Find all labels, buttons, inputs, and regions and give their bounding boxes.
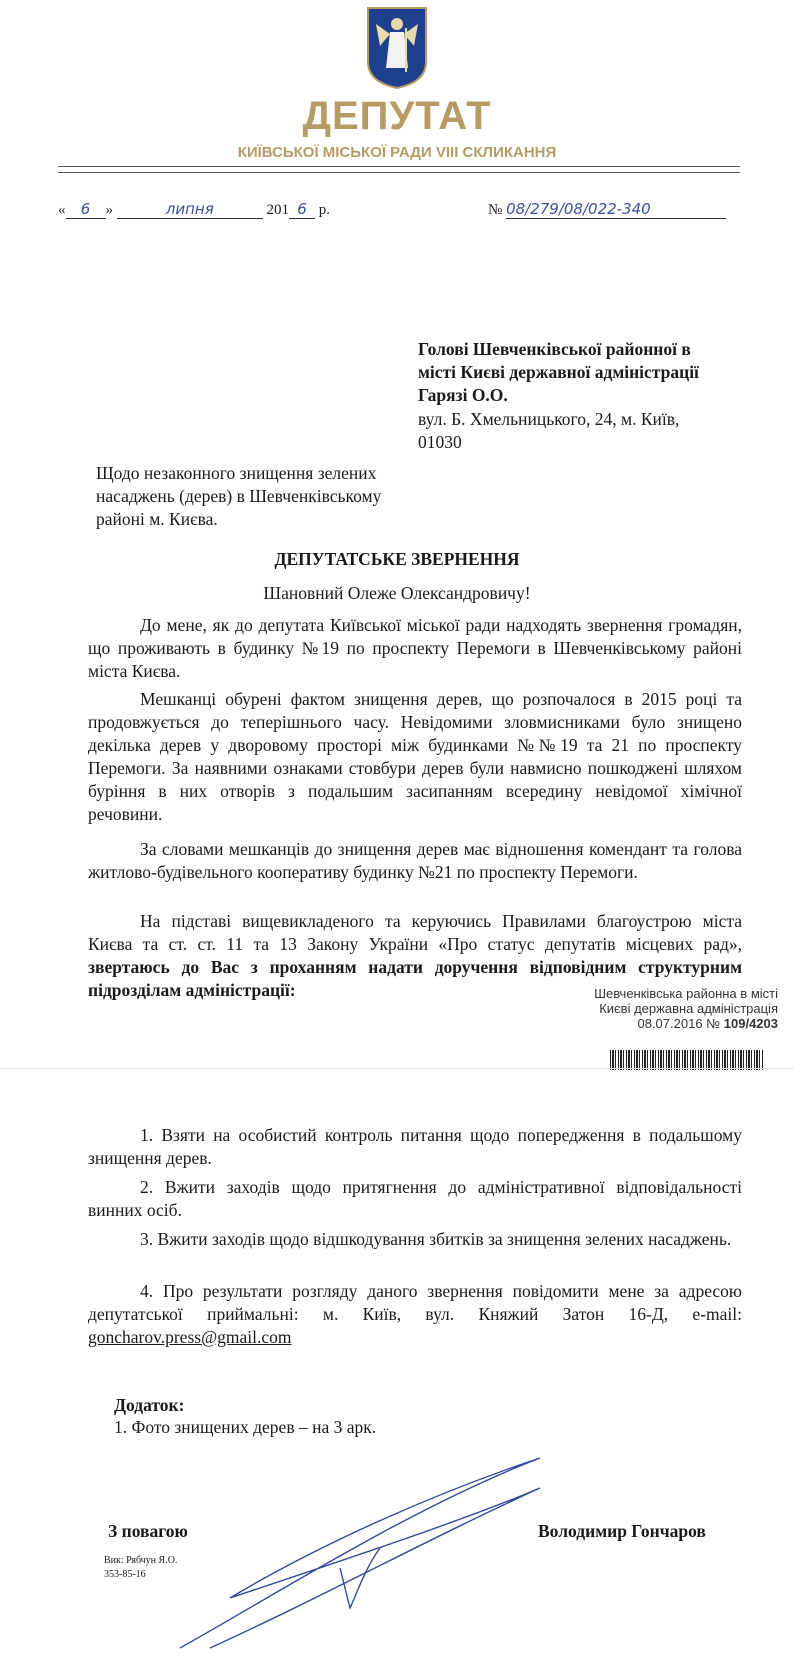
stamp-date: 08.07.2016	[637, 1016, 703, 1031]
signer-name: Володимир Гончаров	[538, 1521, 706, 1541]
request-item-4	[88, 1280, 742, 1349]
letterhead-subtitle: КИЇВСЬКОЇ МІСЬКОЇ РАДИ VIII СКЛИКАННЯ	[237, 144, 557, 161]
subject-line3: районі м. Києва.	[96, 509, 218, 529]
addressee-line2: місті Києві державної адміністрації	[418, 362, 699, 382]
letterhead-title: ДЕПУТАТ	[302, 94, 492, 138]
outgoing-number	[488, 200, 726, 219]
date-year-suffix: 6	[289, 200, 315, 219]
date-line: « 6 » липня 201 6 р.	[58, 200, 330, 218]
barcode	[610, 1050, 764, 1070]
greeting: Шановний Олеже Олександровичу!	[263, 583, 531, 603]
number-value: 08/279/08/022-340	[506, 200, 726, 219]
attachment-heading: Додаток:	[114, 1395, 185, 1415]
paragraph-4-text: На підставі вищевикладеного та керуючись Правилами благоустрою міста Києва та ст. ст. 11 та 13 Закону України «Про статус депутатів місцевих рад»,	[88, 911, 742, 954]
closing-regards: З повагою	[108, 1521, 188, 1541]
body-paragraph-1: До мене, як до депутата Київської міської ради надходять звернення громадян, що проживають в будинку №19 по проспекту Перемоги в Шевченківському районі міста Києва.	[88, 615, 742, 681]
stamp-number-label: №	[706, 1016, 721, 1031]
date-month: липня	[117, 200, 263, 219]
executor-phone: 353-85-16	[104, 1569, 146, 1580]
request-item-1: 1. Взяти на особистий контроль питання щодо попередження в подальшому знищення дерев.	[88, 1125, 742, 1168]
date-year-unit: р.	[318, 202, 330, 218]
email-link[interactable]: goncharov.press@gmail.com	[88, 1327, 292, 1347]
stamp-line2: Києві державна адміністрація	[599, 1001, 778, 1016]
registration-stamp	[520, 986, 778, 1031]
request-item-2: 2. Вжити заходів щодо притягнення до адміністративної відповідальності винних осіб.	[88, 1177, 742, 1220]
number-label: №	[488, 202, 503, 218]
date-day: 6	[66, 200, 106, 219]
subject-line2: насаджень (дерев) в Шевченківському	[96, 486, 382, 506]
addressee-address: вул. Б. Хмельницького, 24, м. Київ,	[418, 409, 680, 429]
stamp-number: 109/4203	[723, 1016, 778, 1031]
page-fold	[0, 1068, 794, 1069]
header-rule-thin	[58, 172, 740, 173]
header-rule	[58, 166, 740, 167]
attachment-item-1: 1. Фото знищених дерев – на 3 арк.	[114, 1417, 377, 1437]
addressee-name: Гарязі О.О.	[418, 385, 508, 405]
addressee-postcode: 01030	[418, 432, 462, 452]
paragraph-4-request: звертаюсь до Вас з проханням надати доручення відповідним структурним підрозділам адміністрації:	[88, 957, 742, 1000]
document-heading: ДЕПУТАТСЬКЕ ЗВЕРНЕННЯ	[274, 549, 520, 569]
subject-line1: Щодо незаконного знищення зелених	[96, 463, 377, 483]
stamp-line1: Шевченківська районна в місті	[594, 986, 778, 1001]
signature-icon	[150, 1448, 550, 1658]
kyiv-emblem-icon	[366, 6, 428, 90]
addressee-line1: Голові Шевченківської районної в	[418, 339, 691, 359]
request-item-3: 3. Вжити заходів щодо відшкодування збитків за знищення зелених насаджень.	[140, 1229, 732, 1249]
body-paragraph-3: За словами мешканців до знищення дерев має відношення комендант та голова житлово-будівельного кооперативу будинку №21 по проспекту Перемоги.	[88, 839, 742, 882]
date-year-prefix: 201	[266, 202, 289, 218]
body-paragraph-2: Мешканці обурені фактом знищення дерев, що розпочалося в 2015 році та продовжується до теперішнього часу. Невідомими зловмисниками було знищено декілька дерев у дворовому просторі між будинками №№19 та 21 по проспекту Перемоги. За наявними ознаками стовбури дерев були навмисно пошкоджені шляхом буріння в них отворів з подальшим засипанням всередину невідомої хімічної речовини.	[88, 689, 742, 824]
executor-name: Вик: Рябчун Я.О.	[104, 1555, 178, 1566]
request-4-text: 4. Про результати розгляду даного звернення повідомити мене за адресою депутатської приймальні: м. Київ, вул. Княжий Затон 16-Д, e-mail:	[88, 1281, 742, 1324]
